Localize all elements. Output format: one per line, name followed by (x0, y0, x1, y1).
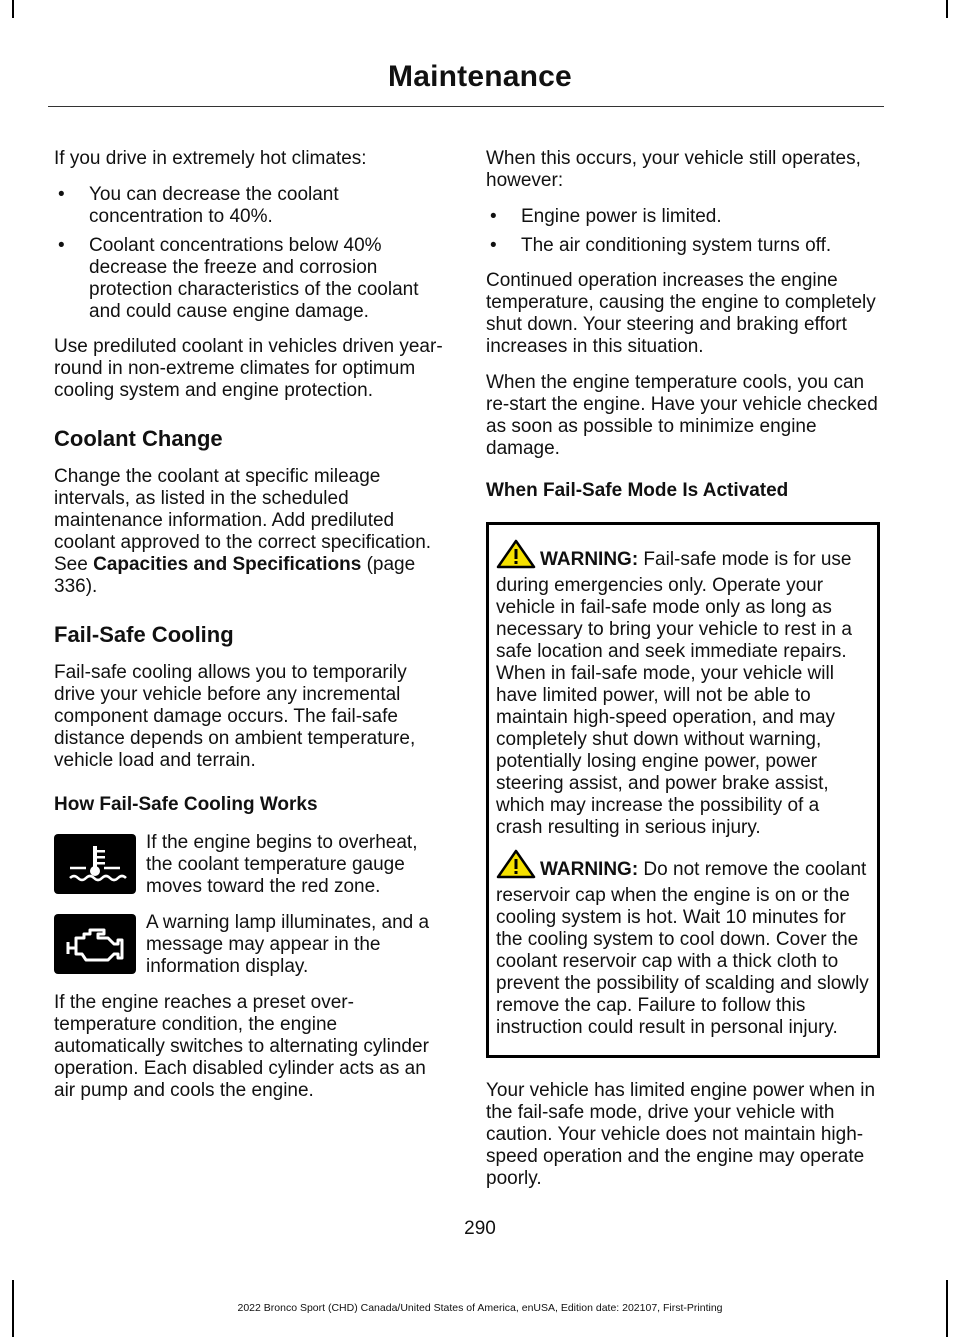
coolant-gauge-text: If the engine begins to overheat, the coolant temperature gauge moves toward the red zone. (146, 832, 418, 897)
left-column (54, 148, 449, 1116)
engine-warning-icon (54, 914, 136, 974)
edition-footer: 2022 Bronco Sport (CHD) Canada/United States of America, enUSA, Edition date: 202107, First-Printing (237, 1302, 723, 1314)
capacities-link[interactable]: Capacities and Specifications (93, 554, 362, 575)
warning-triangle-icon (496, 849, 536, 885)
hot-climates-list (54, 184, 449, 323)
warning-failsafe: WARNING: Fail-safe mode is for use during emergencies only. Operate your vehicle in fail-safe mode only as long as necessary to bring your vehicle to rest in a safe location and seek immediate repairs. When in fail-safe mode, your vehicle will have limited power, will not be able to maintain high-speed operation, and may completely shut down without warning, potentially losing engine power, power steering assist, and power brake assist, which may increase the possibility of a crash resulting in serious injury. (496, 539, 870, 839)
limited-power-paragraph: Your vehicle has limited engine power when in the fail-safe mode, drive your vehicle with caution. Your vehicle does not maintain high-speed operation and the engine may operate poorly. (486, 1080, 876, 1189)
failsafe-cooling-heading: Fail-Safe Cooling (54, 622, 234, 647)
hot-climates-intro: If you drive in extremely hot climates: (54, 148, 367, 169)
coolant-change-paragraph: Change the coolant at specific mileage intervals, as listed in the scheduled maintenance information. Add prediluted coolant approved to the correct specification. See Capacities and Specifications (page 336). (54, 466, 432, 597)
right-column (486, 148, 880, 1204)
failsafe-paragraph: Fail-safe cooling allows you to temporarily drive your vehicle before any incremental component damage occurs. The fail-safe distance depends on ambient temperature, vehicle load and terrain. (54, 662, 416, 771)
page-number: 290 (464, 1218, 496, 1239)
warning-triangle-icon (496, 539, 536, 575)
crop-mark (946, 0, 948, 18)
crop-mark (12, 0, 14, 18)
when-activated-heading: When Fail-Safe Mode Is Activated (486, 480, 789, 501)
icon-row (54, 832, 449, 898)
page-title: Maintenance (388, 60, 572, 93)
overtemp-paragraph: If the engine reaches a preset over-temperature condition, the engine automatically switches to alternating cylinder operation. Each disabled cylinder acts as an air pump and cools the engine. (54, 992, 429, 1101)
continued-operation-paragraph: Continued operation increases the engine temperature, causing the engine to completely shut down. Your steering and braking effort increases in this situation. (486, 270, 876, 357)
still-operates-intro: When this occurs, your vehicle still operates, however: (486, 148, 861, 191)
coolant-temperature-icon (54, 834, 136, 894)
limitations-list (486, 206, 880, 257)
header-divider (48, 106, 884, 107)
icon-row (54, 912, 449, 978)
warning-lamp-text: A warning lamp illuminates, and a message may appear in the information display. (146, 912, 430, 977)
engine-cools-paragraph: When the engine temperature cools, you can re-start the engine. Have your vehicle checked as soon as possible to minimize engine damage. (486, 372, 878, 459)
warning-reservoir-cap: WARNING: Do not remove the coolant reservoir cap when the engine is on or the cooling system is hot. Wait 10 minutes for the cooling system to cool down. Cover the coolant reservoir cap with a thick cloth to prevent the possibility of scalding and slowly remove the cap. Failure to follow this instruction could result in personal injury. (496, 849, 870, 1039)
list-item: • Engine power is limited. (486, 206, 880, 228)
prediluted-paragraph: Use prediluted coolant in vehicles driven year-round in non-extreme climates for optimum cooling system and engine protection. (54, 336, 443, 401)
warning-box (486, 522, 880, 1058)
coolant-change-heading: Coolant Change (54, 426, 223, 451)
list-item: • The air conditioning system turns off. (486, 235, 880, 257)
list-item: • Coolant concentrations below 40% decrease the freeze and corrosion protection characteristics of the coolant and could cause engine damage. (54, 235, 449, 323)
list-item: • You can decrease the coolant concentration to 40%. (54, 184, 449, 228)
how-failsafe-heading: How Fail-Safe Cooling Works (54, 794, 318, 815)
